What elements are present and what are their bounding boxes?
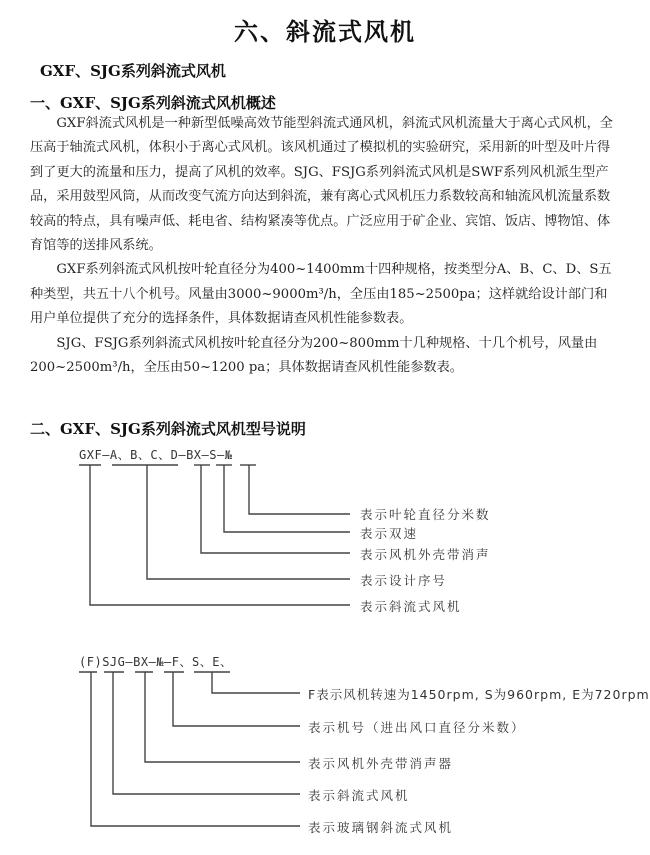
overview-paragraph: GXF系列斜流式风机按叶轮直径分为400~1400mm十四种规格，按类型分A、B、C、D、S五种类型，共五十八个机号。风量由3000~9000m³/h，全压由185~2500pa；这样就给设计部门和用户单位提供了充分的选择条件，具体数据请查风机性能参数表。 bbox=[30, 262, 612, 327]
code-part: — bbox=[164, 655, 172, 669]
section-heading-overview: 一、GXF、SJG系列斜流式风机概述 bbox=[30, 94, 276, 112]
leader-fse bbox=[212, 672, 300, 693]
code-part: S bbox=[209, 448, 217, 462]
code-part: F、S、E、 bbox=[171, 655, 233, 669]
overview-paragraph: GXF斜流式风机是一种新型低噪高效节能型斜流式通风机，斜流式风机流量大于离心式风机，全压高于轴流式风机，体积小于离心式风机。该风机通过了模拟机的实验研究，采用新的叶型及叶片得到了更大的流量和压力，提高了风机的效率。SJG、FSJG系列斜流式风机是SWF系列风机派生型产品，采用鼓型风筒，从而改变气流方向达到斜流，兼有离心式风机压力系数较高和轴流风机流量系数较高的特点，具有噪声低、耗电省、结构紧凑等优点。广泛应用于矿企业、宾馆、饭店、博物馆、体育馆等的送排风系统。 bbox=[30, 116, 613, 254]
model-code-gxf bbox=[79, 446, 232, 463]
leader-f bbox=[91, 672, 300, 826]
leader-bx2 bbox=[145, 672, 300, 762]
model-code-sjg bbox=[79, 653, 232, 670]
leader-sjg bbox=[113, 672, 300, 794]
series-subtitle: GXF、SJG系列斜流式风机 bbox=[40, 62, 226, 80]
code-part: (F) bbox=[79, 655, 103, 669]
code-part: — bbox=[216, 448, 225, 462]
leader-no bbox=[249, 465, 350, 514]
code-part: — bbox=[201, 448, 210, 462]
label-silencer-casing: 表示风机外壳带消声 bbox=[360, 547, 491, 562]
label-mixed-flow-fan-2: 表示斜流式风机 bbox=[308, 788, 410, 803]
code-part: BX bbox=[186, 448, 202, 462]
code-part: SJG bbox=[102, 655, 126, 669]
label-machine-number: 表示机号（进出风口直径分米数） bbox=[308, 720, 526, 735]
label-dual-speed: 表示双速 bbox=[360, 526, 419, 541]
code-part: GXF bbox=[79, 448, 103, 462]
leader-gxf bbox=[90, 465, 350, 605]
code-part: BX bbox=[133, 655, 149, 669]
code-part: № bbox=[224, 448, 233, 462]
label-frp-mixed-flow-fan: 表示玻璃钢斜流式风机 bbox=[308, 820, 454, 835]
label-impeller-diameter: 表示叶轮直径分米数 bbox=[360, 507, 491, 522]
label-mixed-flow-fan: 表示斜流式风机 bbox=[360, 599, 462, 614]
label-design-sequence: 表示设计序号 bbox=[360, 573, 448, 588]
leader-s bbox=[224, 465, 350, 532]
code-part: — bbox=[102, 448, 110, 462]
page-title: 六、斜流式风机 bbox=[234, 17, 416, 46]
code-part: № bbox=[156, 655, 165, 669]
label-rotation-speed: F表示风机转速为1450rpm, S为960rpm, E为720rpm bbox=[308, 687, 650, 702]
section-heading-model-explanation: 二、GXF、SJG系列斜流式风机型号说明 bbox=[30, 420, 306, 438]
code-part: — bbox=[125, 655, 134, 669]
code-part: — bbox=[148, 655, 157, 669]
overview-paragraph: SJG、FSJG系列斜流式风机按叶轮直径分为200~800mm十几种规格、十几个机号，风量由200~2500m³/h，全压由50~1200 pa；具体数据请查风机性能参数表。 bbox=[30, 335, 598, 376]
code-part: A、B、C、D bbox=[109, 448, 179, 462]
code-part: — bbox=[178, 448, 187, 462]
label-silencer-casing-2: 表示风机外壳带消声器 bbox=[308, 756, 454, 771]
leader-no2 bbox=[173, 672, 300, 726]
